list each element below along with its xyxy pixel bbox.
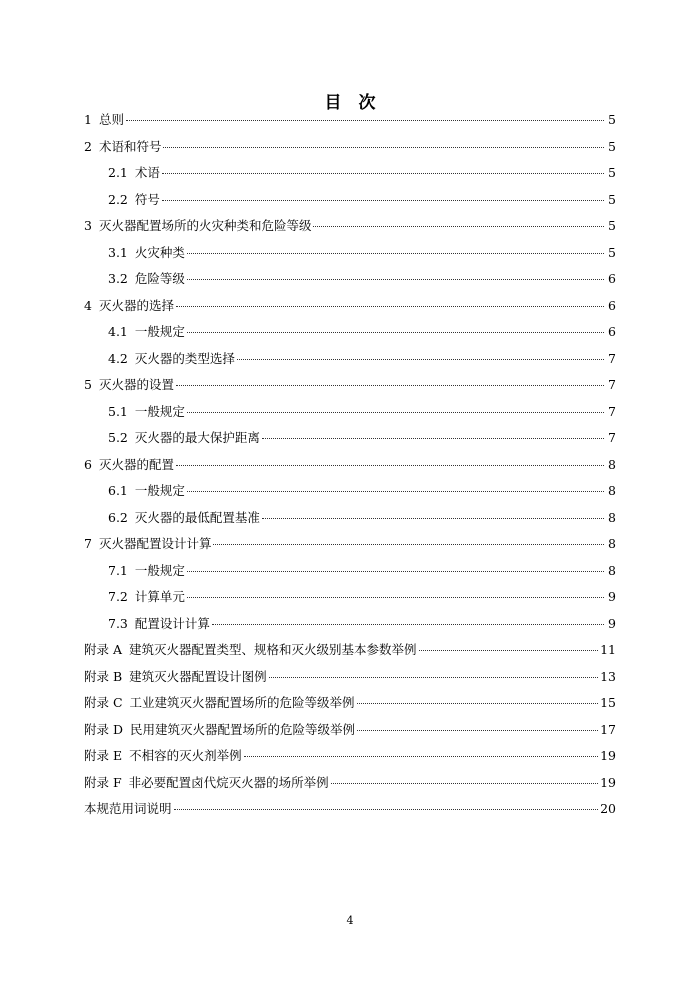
toc-entry-title: 工业建筑灭火器配置场所的危险等级举例 xyxy=(129,695,355,710)
toc-entry[interactable] xyxy=(84,293,616,320)
toc-entry-page: 8 xyxy=(608,536,616,551)
toc-entry-page: 7 xyxy=(608,377,616,392)
toc-entry[interactable] xyxy=(84,346,616,373)
toc-entry-title: 建筑灭火器配置设计图例 xyxy=(129,668,267,684)
toc-entry-number: 5 xyxy=(84,377,92,392)
toc-entry-page: 6 xyxy=(608,324,616,339)
toc-entry-number: 6 xyxy=(84,456,92,472)
toc-entry-number: 2 xyxy=(84,138,92,154)
toc-entry-number: 6.2 xyxy=(108,509,128,525)
toc-entry-page: 15 xyxy=(600,695,616,710)
dot-leader xyxy=(174,809,599,810)
dot-leader xyxy=(269,677,598,678)
dot-leader xyxy=(187,253,604,254)
toc-entry-page: 5 xyxy=(608,218,616,233)
toc-entry-title: 灭火器的设置 xyxy=(98,377,174,392)
toc-entry[interactable] xyxy=(84,717,616,744)
toc-entry-title: 非必要配置卤代烷灭火器的场所举例 xyxy=(128,774,329,790)
toc-entry-page: 7 xyxy=(608,350,616,366)
dot-leader xyxy=(212,624,604,625)
toc-entry-number: 1 xyxy=(84,112,92,127)
toc-entry[interactable] xyxy=(84,743,616,770)
toc-entry-page: 9 xyxy=(608,589,616,604)
toc-entry-page: 9 xyxy=(608,615,616,631)
toc-entry-title: 灭火器的配置 xyxy=(98,456,174,472)
dot-leader xyxy=(163,147,604,148)
dot-leader xyxy=(126,120,604,121)
toc-entry-title: 符号 xyxy=(134,191,160,207)
dot-leader xyxy=(357,703,599,704)
toc-entry-page: 8 xyxy=(608,483,616,498)
toc-entry[interactable] xyxy=(84,584,616,611)
toc-entry[interactable] xyxy=(84,558,616,585)
toc-entry-number: 5.2 xyxy=(108,430,128,445)
toc-entry-title: 灭火器的类型选择 xyxy=(134,350,235,366)
toc-entry-number: 附录 E xyxy=(84,748,123,763)
toc-entry[interactable] xyxy=(84,107,616,134)
toc-entry[interactable] xyxy=(84,160,616,187)
toc-entry-number: 附录 D xyxy=(84,721,123,737)
dot-leader xyxy=(357,730,598,731)
dot-leader xyxy=(419,650,599,651)
toc-entry-title: 一般规定 xyxy=(134,562,185,578)
toc-entry-page: 20 xyxy=(600,801,616,816)
toc-entry-page: 7 xyxy=(608,403,616,419)
toc-entry-number: 3.1 xyxy=(108,244,128,260)
dot-leader xyxy=(187,332,604,333)
toc-entry-number: 4.1 xyxy=(108,324,128,339)
toc-entry-page: 8 xyxy=(608,562,616,578)
toc-entry-page: 6 xyxy=(608,271,616,286)
toc-entry[interactable] xyxy=(84,187,616,214)
toc-entry-number: 3.2 xyxy=(108,271,128,286)
toc-entry-title: 灭火器的选择 xyxy=(98,297,174,313)
table-of-contents xyxy=(84,107,616,823)
toc-entry-title: 灭火器的最低配置基准 xyxy=(134,509,260,525)
toc-entry-title: 灭火器配置设计计算 xyxy=(98,536,212,551)
dot-leader xyxy=(187,597,604,598)
dot-leader xyxy=(262,518,604,519)
dot-leader xyxy=(213,544,604,545)
dot-leader xyxy=(176,385,604,386)
toc-entry-title: 一般规定 xyxy=(134,324,185,339)
toc-entry[interactable] xyxy=(84,319,616,346)
toc-entry-number: 3 xyxy=(84,218,92,233)
toc-entry-number: 附录 C xyxy=(84,695,123,710)
toc-entry-title: 一般规定 xyxy=(134,403,185,419)
toc-entry-title: 灭火器配置场所的火灾种类和危险等级 xyxy=(98,218,312,233)
toc-entry-title: 术语 xyxy=(134,165,160,180)
toc-entry-page: 5 xyxy=(608,112,616,127)
toc-entry-number: 附录 F xyxy=(84,774,122,790)
page-number: 4 xyxy=(346,914,354,927)
toc-entry-page: 5 xyxy=(608,191,616,207)
toc-entry-page: 19 xyxy=(600,748,616,763)
toc-entry[interactable] xyxy=(84,637,616,664)
toc-entry[interactable] xyxy=(84,478,616,505)
toc-entry-page: 7 xyxy=(608,430,616,445)
toc-entry-page: 19 xyxy=(600,774,616,790)
toc-entry-title: 本规范用词说明 xyxy=(84,801,172,816)
toc-entry[interactable] xyxy=(84,213,616,240)
toc-entry-title: 民用建筑灭火器配置场所的危险等级举例 xyxy=(130,721,356,737)
dot-leader xyxy=(176,306,604,307)
toc-entry-page: 6 xyxy=(608,297,616,313)
dot-leader xyxy=(313,226,604,227)
toc-entry-page: 5 xyxy=(608,165,616,180)
dot-leader xyxy=(187,571,604,572)
toc-entry[interactable] xyxy=(84,240,616,267)
toc-entry[interactable] xyxy=(84,796,616,823)
toc-entry-title: 总则 xyxy=(98,112,124,127)
toc-entry[interactable] xyxy=(84,452,616,479)
toc-entry-title: 灭火器的最大保护距离 xyxy=(134,430,260,445)
toc-entry-title: 计算单元 xyxy=(134,589,185,604)
toc-entry-number: 附录 A xyxy=(84,642,123,657)
toc-entry[interactable] xyxy=(84,134,616,161)
dot-leader xyxy=(237,359,604,360)
dot-leader xyxy=(244,756,598,757)
page-title: 目 次 xyxy=(324,93,376,113)
dot-leader xyxy=(176,465,604,466)
toc-entry-title: 火灾种类 xyxy=(134,244,185,260)
dot-leader xyxy=(331,783,598,784)
toc-entry[interactable] xyxy=(84,372,616,399)
dot-leader xyxy=(187,279,604,280)
toc-entry[interactable] xyxy=(84,266,616,293)
toc-entry-title: 术语和符号 xyxy=(98,138,162,154)
toc-entry[interactable] xyxy=(84,690,616,717)
toc-entry-number: 7.1 xyxy=(108,562,128,578)
toc-entry-number: 7 xyxy=(84,536,92,551)
dot-leader xyxy=(162,173,604,174)
toc-entry-number: 4.2 xyxy=(108,350,128,366)
toc-entry-number: 2.2 xyxy=(108,191,128,207)
toc-entry-title: 建筑灭火器配置类型、规格和灭火级别基本参数举例 xyxy=(129,642,417,657)
toc-entry[interactable] xyxy=(84,531,616,558)
toc-entry[interactable] xyxy=(84,425,616,452)
toc-entry-number: 5.1 xyxy=(108,403,128,419)
dot-leader xyxy=(187,491,604,492)
toc-entry-page: 5 xyxy=(608,244,616,260)
toc-entry-page: 17 xyxy=(600,721,616,737)
toc-entry-number: 7.3 xyxy=(108,615,128,631)
dot-leader xyxy=(187,412,604,413)
toc-entry[interactable] xyxy=(84,611,616,638)
toc-entry-page: 11 xyxy=(600,642,616,657)
toc-entry-page: 5 xyxy=(608,138,616,154)
toc-entry-page: 8 xyxy=(608,509,616,525)
toc-entry-page: 8 xyxy=(608,456,616,472)
toc-entry-title: 不相容的灭火剂举例 xyxy=(129,748,242,763)
toc-entry[interactable] xyxy=(84,770,616,797)
toc-entry-number: 6.1 xyxy=(108,483,128,498)
toc-entry-number: 2.1 xyxy=(108,165,128,180)
dot-leader xyxy=(162,200,604,201)
toc-entry-page: 13 xyxy=(600,668,616,684)
toc-entry[interactable] xyxy=(84,664,616,691)
toc-entry-title: 配置设计计算 xyxy=(134,615,210,631)
toc-entry-number: 4 xyxy=(84,297,92,313)
toc-entry[interactable] xyxy=(84,399,616,426)
dot-leader xyxy=(262,438,604,439)
toc-entry[interactable] xyxy=(84,505,616,532)
toc-entry-number: 附录 B xyxy=(84,668,123,684)
toc-entry-number: 7.2 xyxy=(108,589,128,604)
toc-entry-title: 危险等级 xyxy=(134,271,185,286)
toc-entry-title: 一般规定 xyxy=(134,483,185,498)
